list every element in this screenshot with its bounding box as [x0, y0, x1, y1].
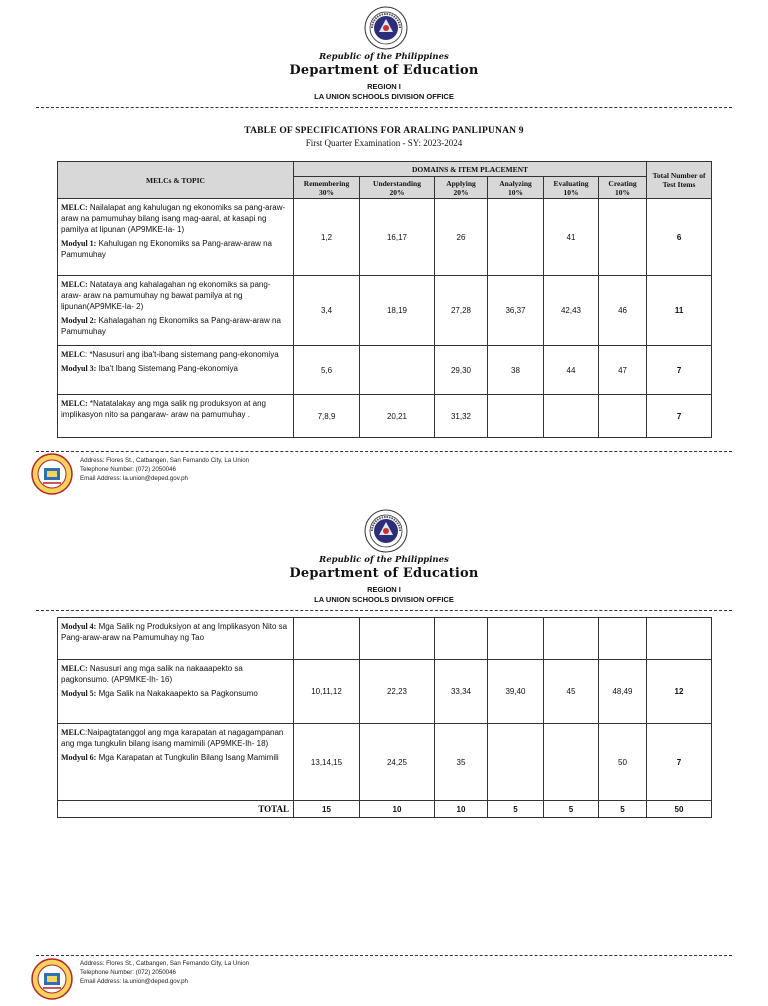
total-cell: 10	[435, 801, 488, 818]
region-text: REGION I	[367, 585, 401, 594]
row-total	[647, 618, 712, 660]
item-cell: 3,4	[294, 276, 360, 346]
item-cell: 29,30	[435, 346, 488, 395]
table-row	[58, 276, 712, 346]
header-melcs-topic: MELCs & TOPIC	[58, 162, 294, 199]
item-cell: 50	[599, 724, 647, 801]
item-cell: 38	[488, 346, 544, 395]
item-cell	[488, 199, 544, 276]
item-cell: 20,21	[360, 395, 435, 438]
row-total: 6	[647, 199, 712, 276]
division-text: LA UNION SCHOOLS DIVISION OFFICE	[314, 595, 454, 604]
header-total-items: Total Number of Test Items	[647, 162, 712, 199]
domain-header: Remembering 30%	[294, 177, 360, 199]
item-cell: 7,8,9	[294, 395, 360, 438]
division-logo	[31, 453, 73, 495]
item-cell: 47	[599, 346, 647, 395]
document-subtitle: First Quarter Examination - SY: 2023-2024	[305, 138, 463, 148]
republic-text: Republic of the Philippines	[319, 52, 449, 62]
item-cell: 5,6	[294, 346, 360, 395]
item-cell	[544, 618, 599, 660]
footer-divider	[36, 955, 732, 956]
domain-header: Evaluating 10%	[544, 177, 599, 199]
item-cell: 48,49	[599, 660, 647, 724]
tos-table-continued	[57, 617, 712, 818]
item-cell: 27,28	[435, 276, 488, 346]
deped-seal-logo	[364, 6, 408, 50]
table-row	[58, 724, 712, 801]
row-total: 7	[647, 395, 712, 438]
item-cell	[544, 724, 599, 801]
table-row	[58, 346, 712, 395]
item-cell: 1,2	[294, 199, 360, 276]
melc-cell: MELC: *Nasusuri ang iba't-ibang sistemang pang-ekonomiya Modyul 3: Iba't Ibang Sistemang Pang-ekonomiya	[58, 346, 294, 395]
item-cell	[294, 618, 360, 660]
item-cell	[599, 618, 647, 660]
item-cell	[360, 618, 435, 660]
header-domains: DOMAINS & ITEM PLACEMENT	[294, 162, 647, 177]
row-total: 12	[647, 660, 712, 724]
domain-header: Applying 20%	[435, 177, 488, 199]
item-cell: 10,11,12	[294, 660, 360, 724]
table-row	[58, 618, 712, 660]
total-cell: 5	[544, 801, 599, 818]
footer-contact	[80, 959, 249, 986]
row-total: 7	[647, 346, 712, 395]
page-2	[0, 503, 768, 1006]
item-cell: 46	[599, 276, 647, 346]
item-cell: 31,32	[435, 395, 488, 438]
domain-header: Creating 10%	[599, 177, 647, 199]
header-divider	[36, 107, 732, 108]
item-cell: 44	[544, 346, 599, 395]
grand-total: 50	[647, 801, 712, 818]
item-cell: 22,23	[360, 660, 435, 724]
tos-table	[57, 161, 712, 438]
footer-telephone: Telephone Number: (072) 2050046	[80, 969, 176, 976]
division-logo	[31, 958, 73, 1000]
department-name: Department of Education	[289, 63, 479, 78]
domain-header: Understanding 20%	[360, 177, 435, 199]
item-cell	[360, 346, 435, 395]
footer-address: Address: Flores St., Catbangen, San Fernando City, La Union	[80, 457, 250, 464]
melc-cell: MELC: *Natatalakay ang mga salik ng produksyon at ang implikasyon nito sa pangaraw- araw na pamumuhay .	[58, 395, 294, 438]
total-cell: 5	[599, 801, 647, 818]
header-divider	[36, 610, 732, 611]
item-cell: 35	[435, 724, 488, 801]
domain-header: Analyzing 10%	[488, 177, 544, 199]
totals-row	[58, 801, 712, 818]
item-cell	[599, 199, 647, 276]
item-cell	[488, 395, 544, 438]
table-row	[58, 660, 712, 724]
footer-telephone: Telephone Number: (072) 2050046	[80, 466, 176, 473]
division-text: LA UNION SCHOOLS DIVISION OFFICE	[314, 92, 454, 101]
melc-cell: MELC: Natataya ang kahalagahan ng ekonomiks sa pang-araw- araw na pamumuhay ng bawat pamilya at ng lipunan(AP9MKE-Ia- 2) Modyul 2: Kahalagahan ng Ekonomiks sa Pang-araw-araw na Pamumuhay	[58, 276, 294, 346]
page-1	[0, 0, 768, 500]
total-cell: 15	[294, 801, 360, 818]
melc-cell: MELC:Naipagtatanggol ang mga karapatan at nagagampanan ang mga tungkulin bilang isang mamimili (AP9MKE-Ih- 18) Modyul 6: Mga Karapatan at Tungkulin Bilang Isang Mamimili	[58, 724, 294, 801]
total-cell: 10	[360, 801, 435, 818]
item-cell: 45	[544, 660, 599, 724]
item-cell: 42,43	[544, 276, 599, 346]
table-row	[58, 199, 712, 276]
table-row	[58, 395, 712, 438]
item-cell	[488, 724, 544, 801]
total-label: TOTAL	[58, 801, 294, 818]
republic-text: Republic of the Philippines	[319, 555, 449, 565]
melc-cell: MELC: Nailalapat ang kahulugan ng ekonomiks sa pang-araw- araw na pamumuhay bilang isang mag-aaral, at kasapi ng pamilya at lipunan (AP9MKE-Ia- 1) Modyul 1: Kahulugan ng Ekonomiks sa Pang-araw-araw na Pamumuhay	[58, 199, 294, 276]
total-cell: 5	[488, 801, 544, 818]
item-cell	[435, 618, 488, 660]
item-cell: 24,25	[360, 724, 435, 801]
item-cell: 16,17	[360, 199, 435, 276]
melc-cell: MELC: Nasusuri ang mga salik na nakaaapekto sa pagkonsumo. (AP9MKE-Ih- 16) Modyul 5: Mga Salik na Nakakaapekto sa Pagkonsumo	[58, 660, 294, 724]
item-cell: 26	[435, 199, 488, 276]
item-cell: 33,34	[435, 660, 488, 724]
footer-contact	[80, 456, 249, 483]
item-cell: 18,19	[360, 276, 435, 346]
document-title: TABLE OF SPECIFICATIONS FOR ARALING PANLIPUNAN 9	[244, 126, 524, 136]
item-cell: 39,40	[488, 660, 544, 724]
item-cell: 36,37	[488, 276, 544, 346]
footer-divider	[36, 451, 732, 452]
footer-email: Email Address: la.union@deped.gov.ph	[80, 978, 188, 985]
item-cell	[544, 395, 599, 438]
footer-address: Address: Flores St., Catbangen, San Fernando City, La Union	[80, 960, 250, 967]
region-text: REGION I	[367, 82, 401, 91]
row-total: 11	[647, 276, 712, 346]
melc-cell: Modyul 4: Mga Salik ng Produksiyon at ang Implikasyon Nito sa Pang-araw-araw na Pamumuhay ng Tao	[58, 618, 294, 660]
footer-email: Email Address: la.union@deped.gov.ph	[80, 475, 188, 482]
item-cell: 41	[544, 199, 599, 276]
row-total: 7	[647, 724, 712, 801]
department-name: Department of Education	[289, 566, 479, 581]
deped-seal-logo	[364, 509, 408, 553]
item-cell: 13,14,15	[294, 724, 360, 801]
item-cell	[599, 395, 647, 438]
item-cell	[488, 618, 544, 660]
